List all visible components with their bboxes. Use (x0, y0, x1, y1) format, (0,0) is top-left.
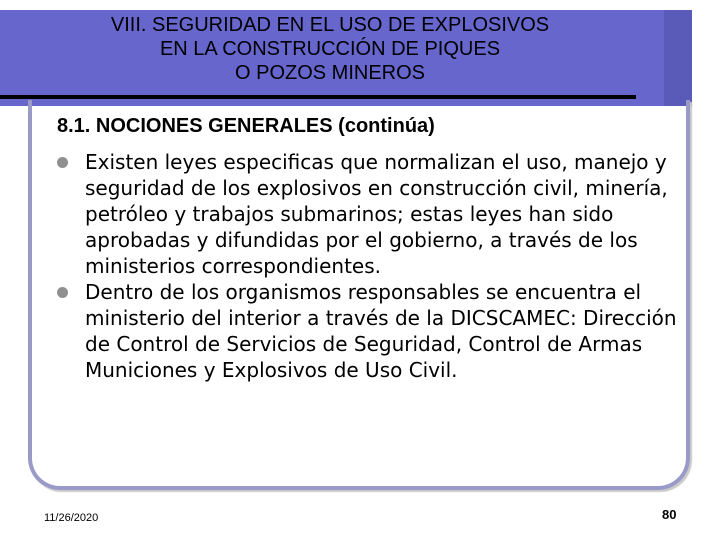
page-number: 80 (662, 507, 677, 522)
title-line: EN LA CONSTRUCCIÓN DE PIQUES (159, 38, 501, 60)
slide-title (0, 13, 660, 85)
title-underline (0, 95, 636, 99)
bullet-list (56, 149, 684, 383)
bullet-text: Existen leyes especificas que normalizan el uso, manejo y seguridad de los explosivos en construcción civil, minería, petróleo y trabajos submarinos; estas leyes han sido aprobadas y difundidas por el gobierno, a través de los ministerios correspondientes. (85, 150, 668, 278)
title-line: O POZOS MINEROS (234, 62, 426, 84)
bullet-item (56, 279, 684, 383)
section-subheading: 8.1. NOCIONES GENERALES (continúa) (57, 115, 435, 137)
title-band-shadow (664, 10, 692, 106)
bullet-dot-icon (57, 287, 68, 298)
bullet-dot-icon (57, 157, 68, 168)
bullet-item (56, 149, 684, 279)
footer-date: 11/26/2020 (44, 512, 99, 524)
bullet-text: Dentro de los organismos responsables se encuentra el ministerio del interior a través de la DICSCAMEC: Dirección de Control de Servicios de Seguridad, Control de Armas Municiones y Explosivos de Uso Civil. (85, 280, 677, 382)
title-line: VIII. SEGURIDAD EN EL USO DE EXPLOSIVOS (110, 14, 550, 36)
